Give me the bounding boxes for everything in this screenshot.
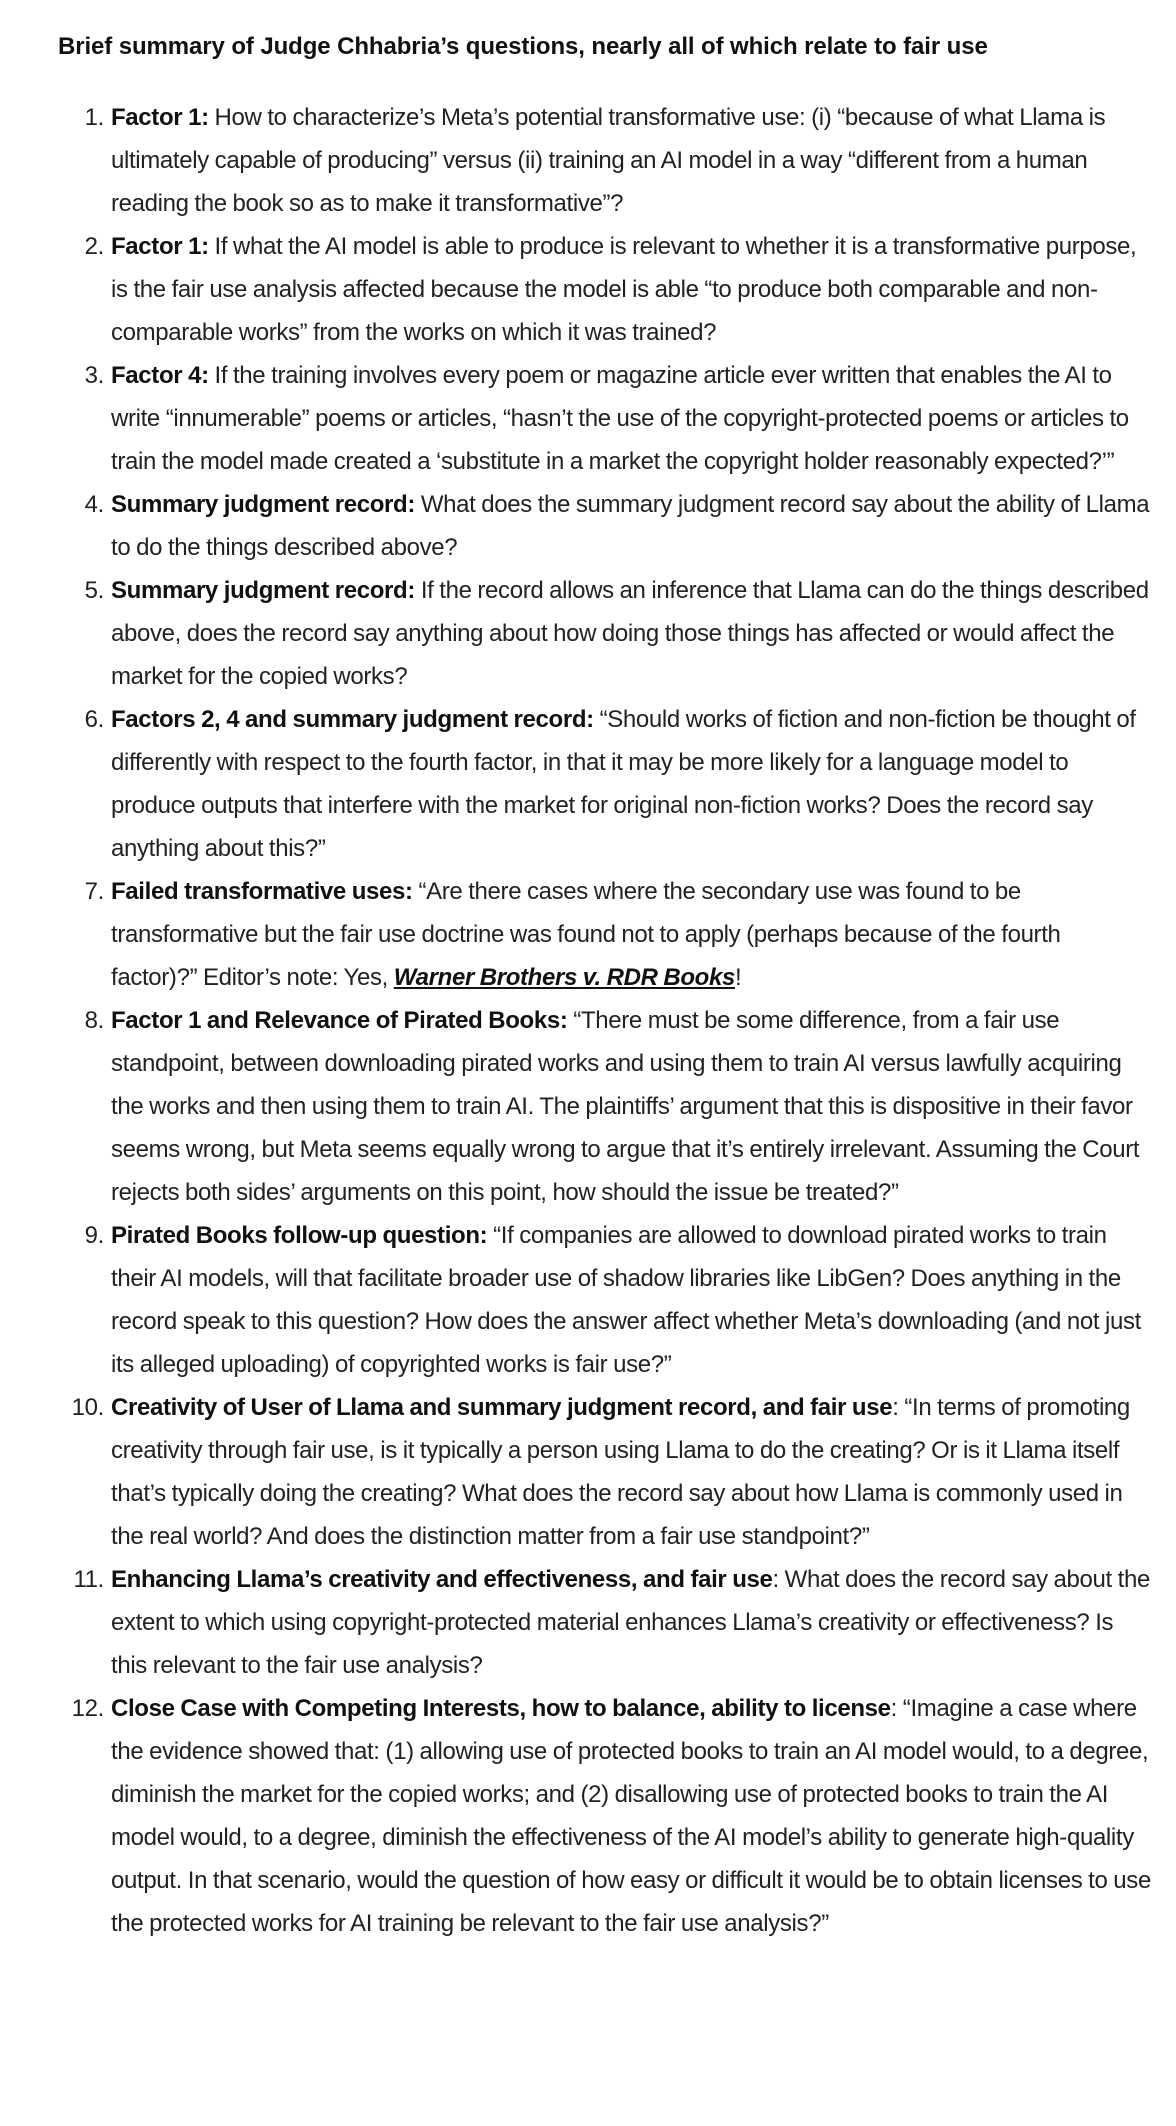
question-heading: Factor 1: [111, 104, 209, 131]
question-text: “There must be some difference, from a fair use standpoint, between downloading pirated works and using them to train AI versus lawfully acquiring the works and then using them to train AI. The plaintiffs’ argument that this is dispositive in their favor seems wrong, but Meta seems equally wrong to argue that it’s entirely irrelevant. Assuming the Court rejects both sides’ arguments on this point, how should the issue be treated?” [111, 1007, 1140, 1206]
list-number: 4. [84, 491, 104, 518]
list-number: 11. [73, 1566, 104, 1593]
list-number: 2. [84, 233, 104, 260]
list-number: 8. [84, 1007, 104, 1034]
question-text: “Are there cases where the secondary use was found to be transformative but the fair use doctrine was found not to apply (perhaps because of the fourth factor)?” Editor’s note: Yes, [111, 878, 1061, 991]
question-text: If what the AI model is able to produce is relevant to whether it is a transformative purpose, is the fair use analysis affected because the model is able “to produce both comparable and non-comparable works” from the works on which it was trained? [111, 233, 1137, 346]
question-item-9 [58, 1214, 1152, 1386]
question-item-2 [58, 225, 1152, 354]
question-text-end: ! [734, 964, 742, 991]
list-number: 3. [84, 362, 104, 389]
question-item-8 [58, 999, 1152, 1214]
question-heading: Factor 1: [111, 233, 209, 260]
question-text: “If companies are allowed to download pirated works to train their AI models, will that facilitate broader use of shadow libraries like LibGen? Does anything in the record speak to this question? How does the answer affect whether Meta’s downloading (and not just its alleged uploading) of copyrighted works is fair use?” [111, 1222, 1141, 1378]
question-item-10 [58, 1386, 1152, 1558]
question-item-12 [58, 1687, 1152, 1945]
question-heading: Summary judgment record: [111, 491, 415, 518]
list-number: 5. [84, 577, 104, 604]
question-heading: Summary judgment record: [111, 577, 415, 604]
question-item-5 [58, 569, 1152, 698]
page-title: Brief summary of Judge Chhabria’s questions, nearly all of which relate to fair use [58, 33, 988, 60]
question-text: What does the summary judgment record say about the ability of Llama to do the things described above? [111, 491, 1150, 561]
case-link-warner-brothers[interactable]: Warner Brothers v. RDR Books [393, 964, 735, 991]
question-item-6 [58, 698, 1152, 870]
question-text: If the training involves every poem or magazine article ever written that enables the AI to write “innumerable” poems or articles, “hasn’t the use of the copyright-protected poems or articles to train the model made created a ‘substitute in a market the copyright holder reasonably expected?’” [111, 362, 1129, 475]
question-text: : What does the record say about the extent to which using copyright-protected material enhances Llama’s creativity or effectiveness? Is this relevant to the fair use analysis? [111, 1566, 1150, 1679]
question-heading: Close Case with Competing Interests, how to balance, ability to license [111, 1695, 891, 1722]
question-item-4 [58, 483, 1152, 569]
question-text: : “In terms of promoting creativity through fair use, is it typically a person using Llama to do the creating? Or is it Llama itself that’s typically doing the creating? What does the record say about how Llama is commonly used in the real world? And does the distinction matter from a fair use standpoint?” [111, 1394, 1130, 1550]
question-heading: Factor 4: [111, 362, 209, 389]
question-text: “Should works of fiction and non-fiction be thought of differently with respect to the fourth factor, in that it may be more likely for a language model to produce outputs that interfere with the market for original non-fiction works? Does the record say anything about this?” [111, 706, 1136, 862]
list-number: 12. [71, 1695, 104, 1722]
list-number: 6. [84, 706, 104, 733]
list-number: 9. [84, 1222, 104, 1249]
list-number: 1. [84, 104, 104, 131]
question-heading: Failed transformative uses: [111, 878, 413, 905]
question-heading: Creativity of User of Llama and summary judgment record, and fair use [111, 1394, 893, 1421]
question-item-3 [58, 354, 1152, 483]
question-item-7 [58, 870, 1152, 999]
questions-list [58, 96, 1152, 1945]
question-heading: Pirated Books follow-up question: [111, 1222, 488, 1249]
list-number: 10. [71, 1394, 104, 1421]
question-text: : “Imagine a case where the evidence showed that: (1) allowing use of protected books to train an AI model would, to a degree, diminish the market for the copied works; and (2) disallowing use of protected books to train the AI model would, to a degree, diminish the effectiveness of the AI model’s ability to generate high-quality output. In that scenario, would the question of how easy or difficult it would be to obtain licenses to use the protected works for AI training be relevant to the fair use analysis?” [111, 1695, 1151, 1937]
question-heading: Factors 2, 4 and summary judgment record: [111, 706, 594, 733]
question-heading: Enhancing Llama’s creativity and effectiveness, and fair use [111, 1566, 773, 1593]
question-text: How to characterize’s Meta’s potential transformative use: (i) “because of what Llama is ultimately capable of producing” versus (ii) training an AI model in a way “different from a human reading the book so as to make it transformative”? [111, 104, 1106, 217]
question-item-11 [58, 1558, 1152, 1687]
question-text: If the record allows an inference that Llama can do the things described above, does the record say anything about how doing those things has affected or would affect the market for the copied works? [111, 577, 1149, 690]
question-heading: Factor 1 and Relevance of Pirated Books: [111, 1007, 568, 1034]
list-number: 7. [84, 878, 104, 905]
question-item-1 [58, 96, 1152, 225]
